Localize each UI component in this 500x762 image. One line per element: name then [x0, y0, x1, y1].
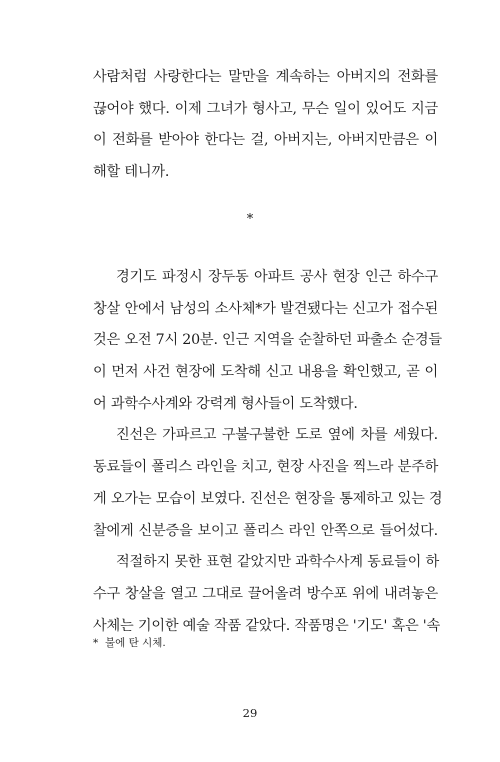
text-line: 창살 안에서 남성의 소사체*가 발견됐다는 신고가 접수된 [93, 300, 438, 317]
text-line: 사체는 기이한 예술 작품 같았다. 작품명은 '기도' 혹은 '속 [93, 617, 441, 634]
paragraph-continued [93, 62, 438, 189]
text-line: 것은 오전 7시 20분. 인근 지역을 순찰하던 파출소 순경들 [93, 332, 442, 349]
footnote [93, 636, 166, 650]
text-line: 해할 테니까. [93, 164, 170, 181]
text-line: 적절하지 못한 표현 같았지만 과학수사계 동료들이 하 [116, 554, 439, 571]
text-line: 어 과학수사계와 강력계 형사들이 도착했다. [93, 395, 358, 412]
section-body [93, 262, 443, 642]
text-line: 진선은 가파르고 구불구불한 도로 옆에 차를 세웠다. [116, 427, 438, 444]
text-line: 수구 창살을 열고 그대로 끌어올려 방수포 위에 내려놓은 [93, 585, 438, 602]
text-line: 동료들이 폴리스 라인을 치고, 현장 사진을 찍느라 분주하 [93, 459, 439, 476]
text-line: 끊어야 했다. 이제 그녀가 형사고, 무슨 일이 있어도 지금 [93, 100, 438, 117]
text-line: 이 전화를 받아야 한다는 걸, 아버지는, 아버지만큼은 이 [93, 132, 438, 149]
text-line: 사람처럼 사랑한다는 말만을 계속하는 아버지의 전화를 [93, 69, 438, 85]
footnote-mark: * [93, 637, 99, 649]
text-line: 게 오가는 모습이 보였다. 진선은 현장을 통제하고 있는 경 [93, 490, 443, 507]
footnote-text: 불에 탄 시체. [105, 637, 166, 649]
page-number: 29 [242, 706, 258, 720]
section-separator: * [246, 212, 254, 227]
text-line: 이 먼저 사건 현장에 도착해 신고 내용을 확인했고, 곧 이 [93, 364, 438, 381]
text-line: 경기도 파정시 장두동 아파트 공사 현장 인근 하수구 [116, 269, 438, 285]
text-line: 찰에게 신분증을 보이고 폴리스 라인 안쪽으로 들어섰다. [93, 522, 438, 539]
